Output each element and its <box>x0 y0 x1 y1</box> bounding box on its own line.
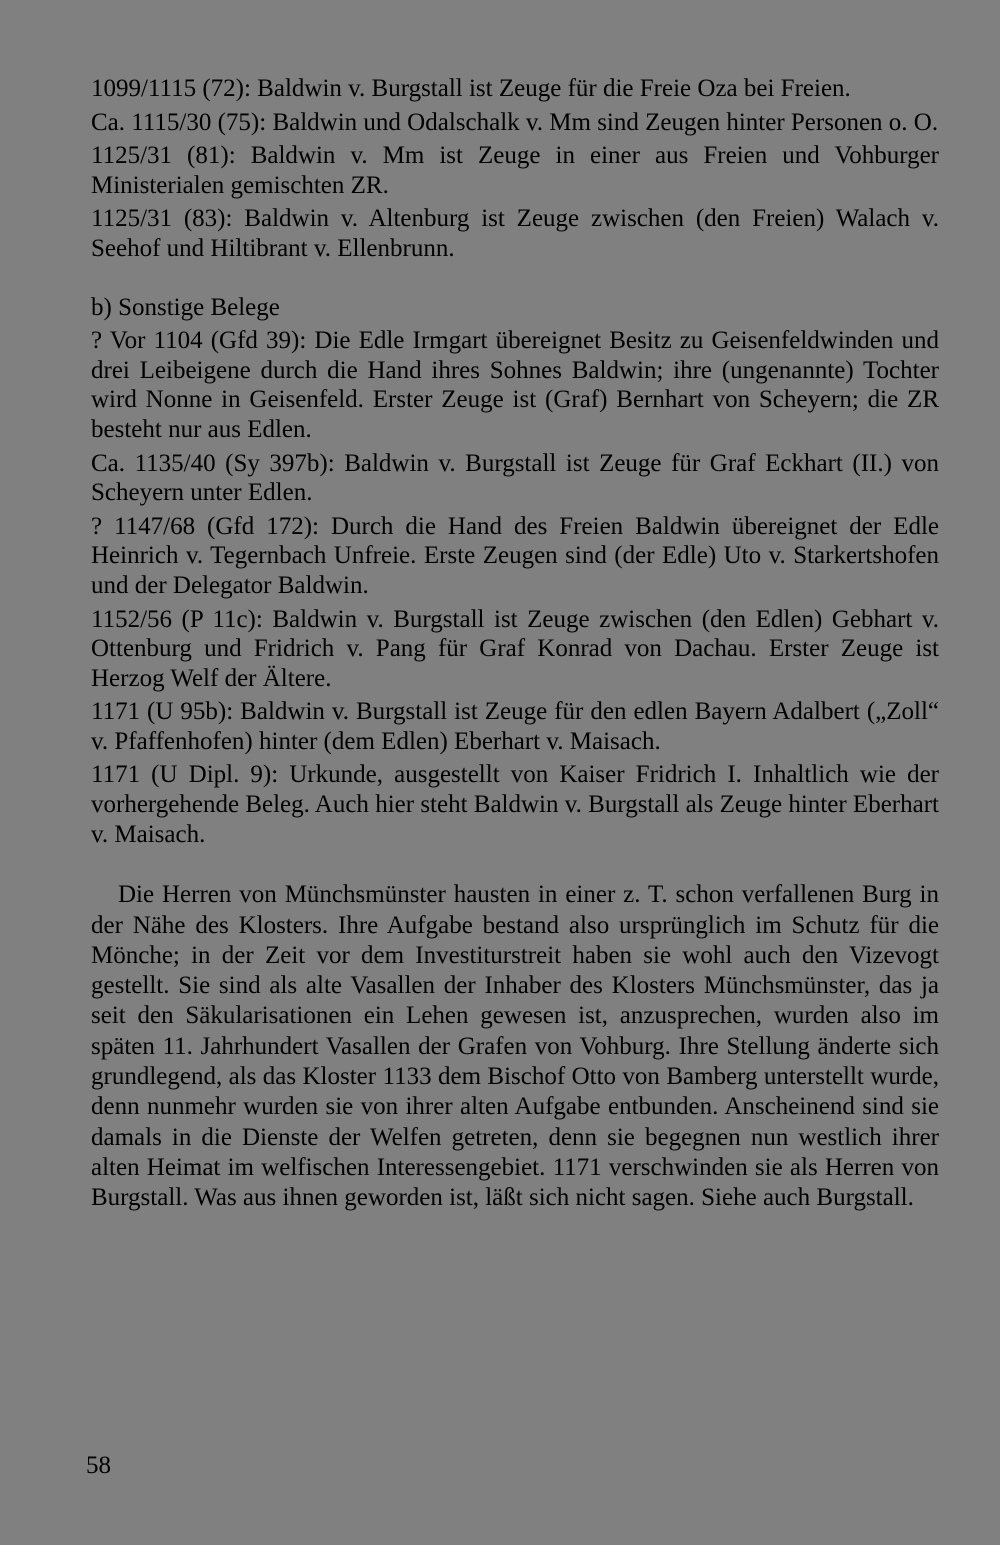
entry-1099: 1099/1115 (72): Baldwin v. Burgstall ist Zeuge für die Freie Oza bei Freien. <box>91 75 851 102</box>
body-paragraph: Die Herren von Münchsmünster hausten in einer z. T. schon verfallenen Burg in der Nähe des Klosters. Ihre Aufgabe bestand also ursprünglich im Schutz für die Mönche; in der Zeit vor dem Investiturstreit haben sie wohl auch den Vizevogt gestellt. Sie sind als alte Vasallen der Inhaber des Klosters Münchsmünster, das ja seit den Säkularisationen ein Lehen gewesen ist, anzusprechen, wurden also im späten 11. Jahrhundert Vasallen der Grafen von Vohburg. Ihre Stellung änderte sich grundlegend, als das Kloster 1133 dem Bischof Otto von Bamberg unterstellt wurde, denn nunmehr wurden sie von ihrer alten Aufgabe entbunden. Anscheinend sind sie damals in die Dienste der Welfen getreten, denn sie begegnen nun westlich ihrer alten Heimat im welfischen Interessengebiet. 1171 verschwinden sie als Herren von Burgstall. Was aus ihnen geworden ist, läßt sich nicht sagen. Siehe auch Burgstall. <box>91 881 939 1212</box>
page-number: 58 <box>86 1452 111 1479</box>
section-heading: b) Sonstige Belege <box>91 293 280 321</box>
entry-1125-83: 1125/31 (83): Baldwin v. Altenburg ist Zeuge zwischen (den Freien) Walach v. Seehof und Hiltibrant v. Ellenbrunn. <box>91 205 939 262</box>
entry-1115: Ca. 1115/30 (75): Baldwin und Odalschalk v. Mm sind Zeugen hinter Personen o. O. <box>91 108 939 136</box>
page-content <box>91 74 939 1214</box>
entry-vor-1104: ? Vor 1104 (Gfd 39): Die Edle Irmgart übereignet Besitz zu Geisenfeldwinden und drei Leibeigene durch die Hand ihres Sohnes Baldwin; ihre (ungenannte) Tochter wird Nonne in Geisenfeld. Erster Zeuge ist (Graf) Bernhart von Scheyern; die ZR besteht nur aus Edlen. <box>91 327 939 443</box>
entry-1135: Ca. 1135/40 (Sy 397b): Baldwin v. Burgstall ist Zeuge für Graf Eckhart (II.) von Scheyern unter Edlen. <box>91 449 939 507</box>
entry-1152: 1152/56 (P 11c): Baldwin v. Burgstall ist Zeuge zwischen (den Edlen) Gebhart v. Ottenburg und Fridrich v. Pang für Graf Konrad von Dachau. Erster Zeuge ist Herzog Welf der Ältere. <box>91 605 939 692</box>
section-a-entries <box>91 74 939 264</box>
section-b <box>91 293 939 850</box>
entry-1171-dipl: 1171 (U Dipl. 9): Urkunde, ausgestellt von Kaiser Fridrich I. Inhaltlich wie der vorhergehende Beleg. Auch hier steht Baldwin v. Burgstall als Zeuge hinter Eberhart v. Maisach. <box>91 761 939 848</box>
entry-1171-u95b: 1171 (U 95b): Baldwin v. Burgstall ist Zeuge für den edlen Bayern Adalbert („Zoll“ v. Pfaffenhofen) hinter (dem Edlen) Eberhart v. Maisach. <box>91 698 939 755</box>
entry-1125-81: 1125/31 (81): Baldwin v. Mm ist Zeuge in einer aus Freien und Vohburger Ministerialen gemischten ZR. <box>91 142 939 199</box>
entry-1147: ? 1147/68 (Gfd 172): Durch die Hand des Freien Baldwin übereignet der Edle Heinrich v. Tegernbach Unfreie. Erste Zeugen sind (der Edle) Uto v. Starkertshofen und der Delegator Baldwin. <box>91 512 939 599</box>
